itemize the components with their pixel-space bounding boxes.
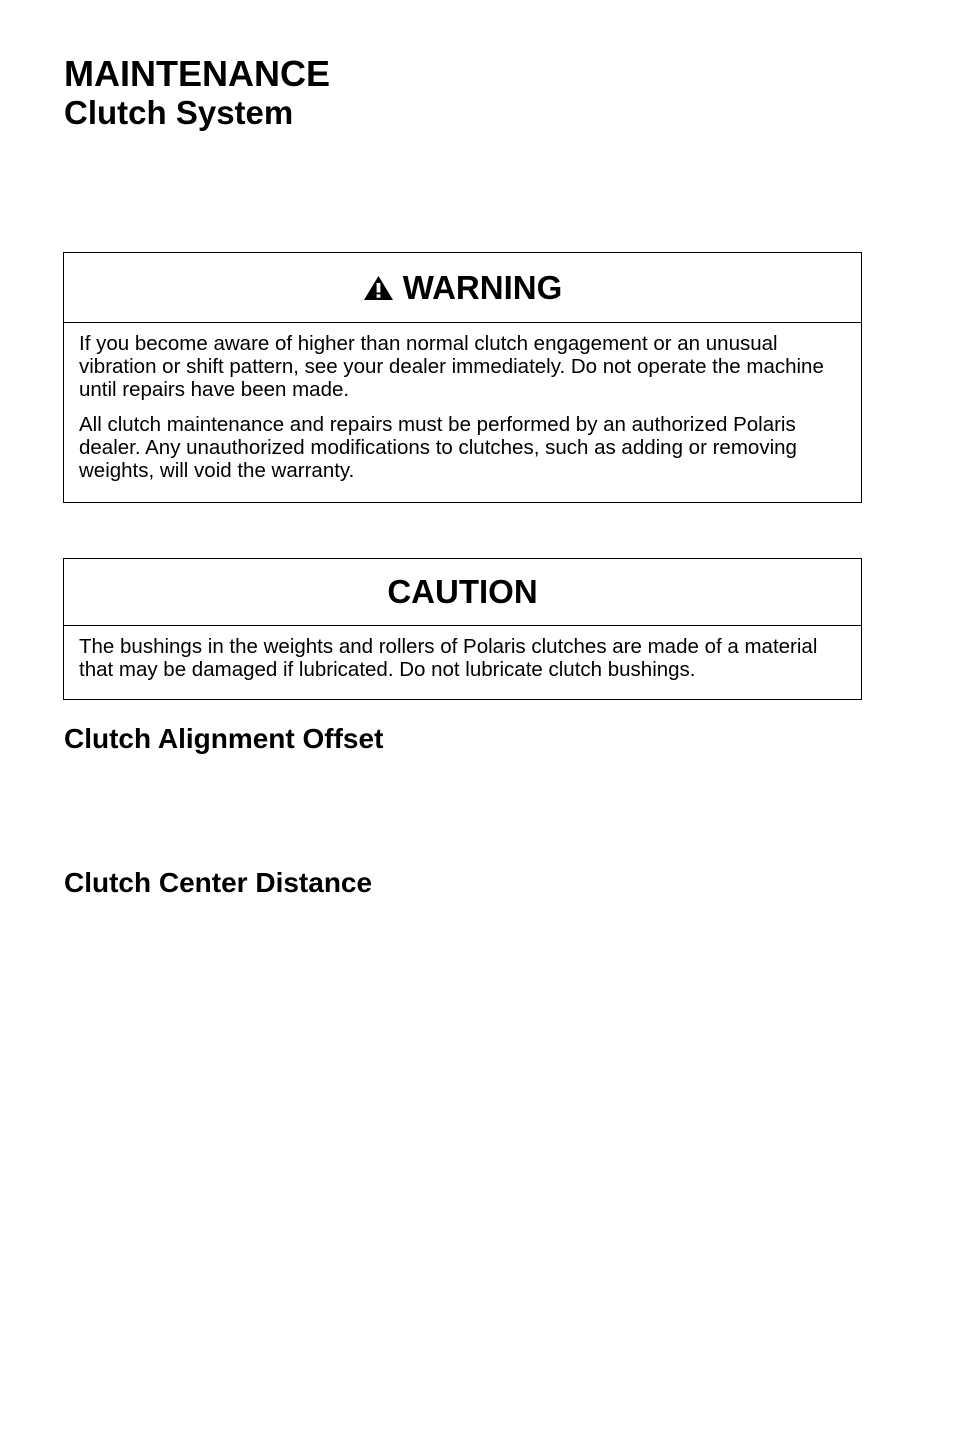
page-header (64, 54, 330, 132)
warning-heading: WARNING (402, 268, 563, 306)
caution-body (64, 626, 861, 681)
warning-header (64, 253, 861, 323)
caution-heading: CAUTION (387, 573, 538, 610)
caution-box (63, 558, 862, 700)
warning-body (64, 323, 861, 482)
warning-paragraph: All clutch maintenance and repairs must be performed by an authorized Polaris dealer. Any unauthorized modifications to clutches, such as adding or removing weights, will void the warranty. (79, 413, 797, 482)
warning-triangle-icon (363, 275, 394, 301)
clutch-alignment-offset-heading: Clutch Alignment Offset (64, 723, 384, 754)
caution-header (64, 559, 861, 626)
section-title: MAINTENANCE (64, 53, 330, 94)
warning-box (63, 252, 862, 503)
caution-paragraph: The bushings in the weights and rollers of Polaris clutches are made of a material that may be damaged if lubricated. Do not lubricate clutch bushings. (79, 635, 818, 681)
clutch-center-distance-heading: Clutch Center Distance (64, 867, 373, 898)
section-subtitle: Clutch System (64, 94, 294, 131)
warning-paragraph: If you become aware of higher than normal clutch engagement or an unusual vibration or shift pattern, see your dealer immediately. Do not operate the machine until repairs have been made. (79, 332, 824, 401)
